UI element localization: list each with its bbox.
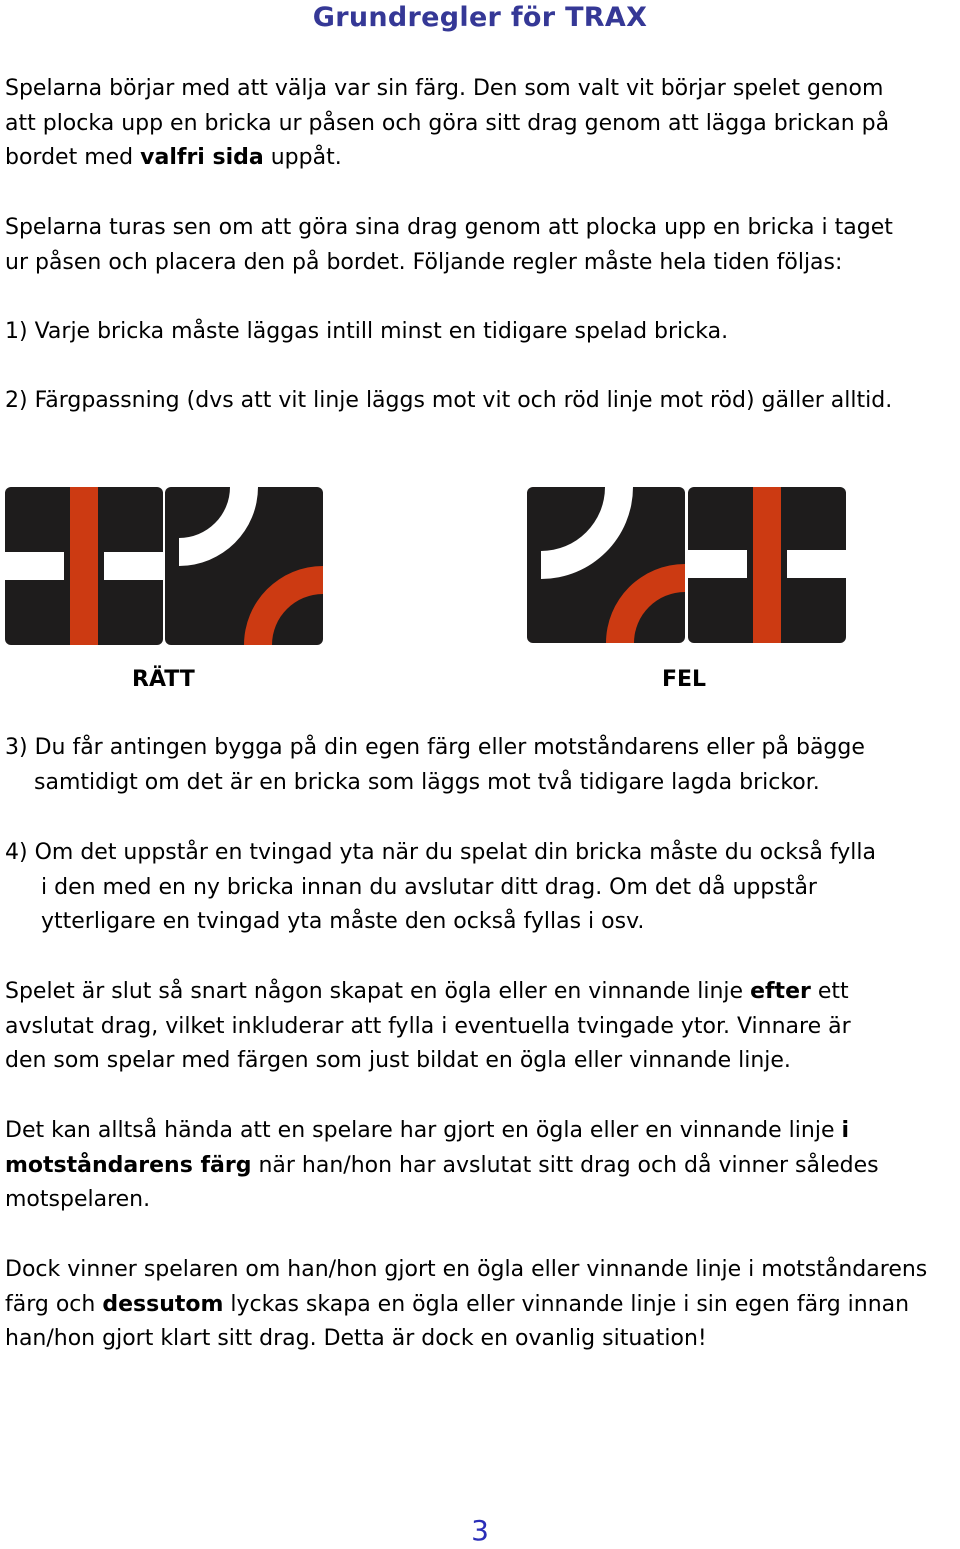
emphasis: dessutom xyxy=(102,1291,224,1317)
text-line: Dock vinner spelaren om han/hon gjort en ögla eller vinnande linje i motståndarens xyxy=(5,1257,928,1282)
emphasis: i xyxy=(841,1118,850,1143)
tile-curve xyxy=(165,487,323,645)
tile-cross xyxy=(688,487,846,643)
text-line: den som spelar med färgen som just bildat en ögla eller vinnande linje. xyxy=(5,1048,791,1073)
opponent-paragraph xyxy=(5,1114,957,1218)
text-line: motståndarens färg när han/hon har avslutat sitt drag och då vinner således xyxy=(5,1152,879,1178)
text-line: 4) Om det uppstår en tvingad yta när du spelat din bricka måste du också fylla xyxy=(5,840,876,865)
text-line: motspelaren. xyxy=(5,1187,151,1212)
tile-curve xyxy=(527,487,685,643)
text-line: att plocka upp en bricka ur påsen och göra sitt drag genom att lägga brickan på xyxy=(5,110,890,136)
text-line: ytterligare en tvingad yta måste den också fyllas i osv. xyxy=(41,909,645,934)
text-line: Spelarna turas sen om att göra sina drag genom att plocka upp en bricka i taget xyxy=(5,215,893,240)
however-paragraph xyxy=(5,1253,957,1357)
wrong-tiles-illustration xyxy=(526,486,848,646)
label-correct: RÄTT xyxy=(132,667,195,692)
rule-4 xyxy=(5,836,957,940)
text-line: avslutat drag, vilket inkluderar att fylla i eventuella tvingade ytor. Vinnare är xyxy=(5,1013,851,1039)
text-line: Spelarna börjar med att välja var sin färg. Den som valt vit börjar spelet genom xyxy=(5,76,884,101)
text-line: ur påsen och placera den på bordet. Följande regler måste hela tiden följas: xyxy=(5,249,843,275)
label-wrong: FEL xyxy=(662,667,707,692)
emphasis: efter xyxy=(750,979,811,1004)
text-line: bordet med valfri sida uppåt. xyxy=(5,145,342,170)
text-line: han/hon gjort klart sitt drag. Detta är dock en ovanlig situation! xyxy=(5,1326,707,1351)
tile-cross xyxy=(5,487,163,645)
text-line: samtidigt om det är en bricka som läggs mot två tidigare lagda brickor. xyxy=(34,769,820,795)
text-line: Det kan alltså hända att en spelare har gjort en ögla eller en vinnande linje i xyxy=(5,1118,850,1143)
rule-2: 2) Färgpassning (dvs att vit linje läggs mot vit och röd linje mot röd) gäller alltid. xyxy=(5,388,893,413)
turns-paragraph xyxy=(5,211,957,280)
text-line: 3) Du får antingen bygga på din egen färg eller motståndarens eller på bägge xyxy=(5,735,865,760)
text-line: Spelet är slut så snart någon skapat en ögla eller en vinnande linje efter ett xyxy=(5,979,849,1004)
emphasis: valfri sida xyxy=(140,145,264,170)
page-title: Grundregler för TRAX xyxy=(312,2,648,33)
correct-tiles-illustration xyxy=(4,486,326,648)
rule-3 xyxy=(5,731,957,800)
intro-paragraph xyxy=(5,72,957,176)
emphasis: motståndarens färg xyxy=(5,1152,252,1178)
rule-1: 1) Varje bricka måste läggas intill minst en tidigare spelad bricka. xyxy=(5,319,729,344)
text-line: i den med en ny bricka innan du avslutar ditt drag. Om det då uppstår xyxy=(41,874,817,900)
page-number: 3 xyxy=(471,1514,489,1547)
text-line: färg och dessutom lyckas skapa en ögla eller vinnande linje i sin egen färg innan xyxy=(5,1291,910,1317)
end-paragraph xyxy=(5,975,957,1079)
